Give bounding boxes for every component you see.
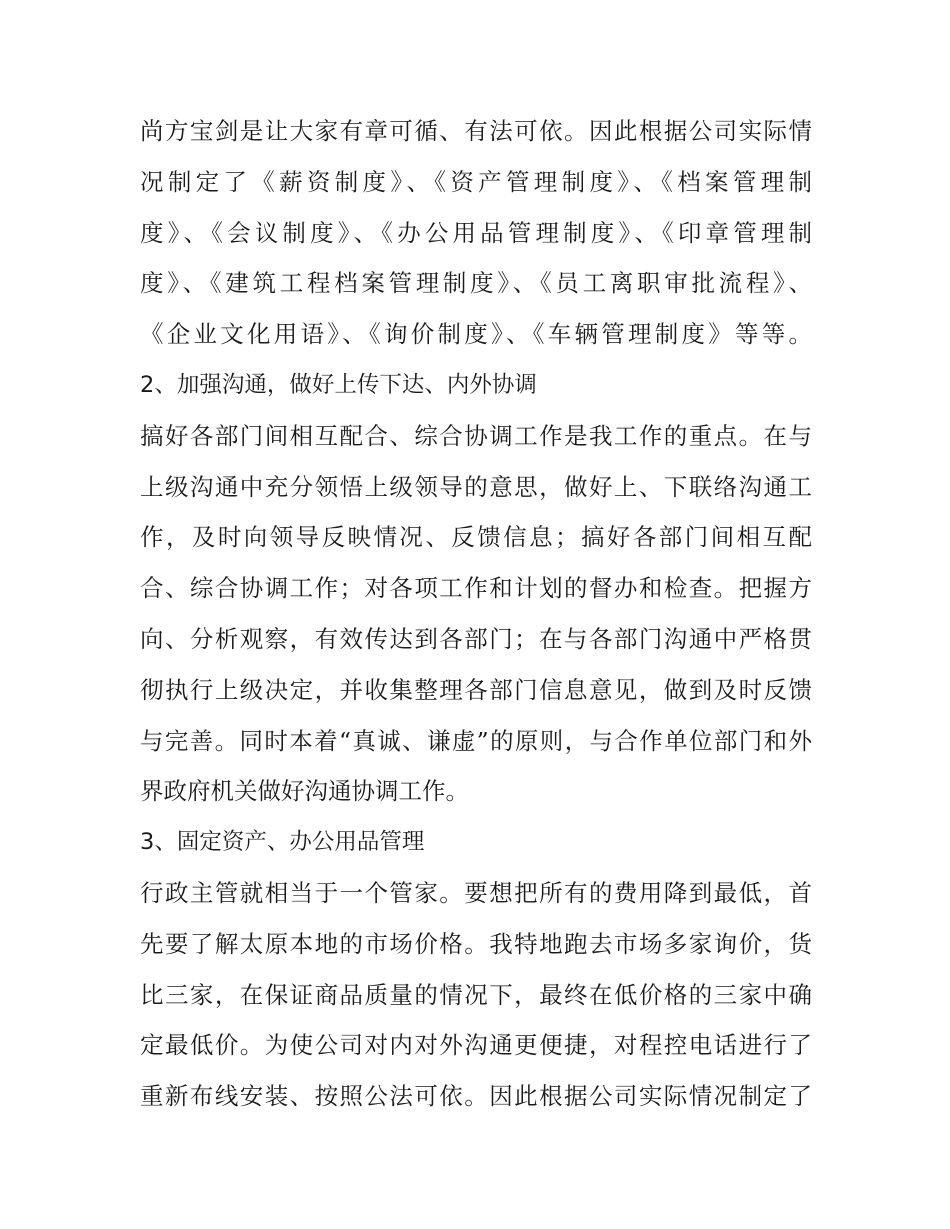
text-line: 尚方宝剑是让大家有章可循、有法可依。因此根据公司实际情: [140, 117, 812, 145]
text-line: 上级沟通中充分领悟上级领导的意思，做好上、下联络沟通工: [140, 472, 812, 501]
text-line: 度》、《会议制度》、《办公用品管理制度》、《印章管理制: [140, 218, 812, 247]
text-line: 向、分析观察，有效传达到各部门；在与各部门沟通中严格贯: [140, 624, 812, 653]
document-page: [140, 106, 812, 1122]
text-line: 搞好各部门间相互配合、综合协调工作是我工作的重点。在与: [140, 421, 812, 450]
section-heading: 3、固定资产、办公用品管理: [140, 829, 425, 856]
text-line: 行政主管就相当于一个管家。要想把所有的费用降到最低，首: [140, 878, 812, 907]
text-line: 度》、《建筑工程档案管理制度》、《员工离职审批流程》、: [140, 269, 812, 298]
text-line: 彻执行上级决定，并收集整理各部门信息意见，做到及时反馈: [140, 675, 812, 704]
text-line: 比三家，在保证商品质量的情况下，最终在低价格的三家中确: [140, 980, 812, 1009]
text-line: 定最低价。为使公司对内对外沟通更便捷，对程控电话进行了: [140, 1031, 812, 1060]
text-line: 《企业文化用语》、《询价制度》、《车辆管理制度》等等。: [140, 320, 812, 349]
text-line: 界政府机关做好沟通协调工作。: [140, 777, 469, 806]
text-line: 合、综合协调工作；对各项工作和计划的督办和检查。把握方: [140, 574, 812, 603]
section-heading: 2、加强沟通，做好上传下达、内外协调: [140, 371, 537, 398]
text-line: 作，及时向领导反映情况、反馈信息；搞好各部门间相互配: [140, 523, 812, 552]
text-line: 重新布线安装、按照公法可依。因此根据公司实际情况制定了: [140, 1082, 812, 1111]
text-line: 先要了解太原本地的市场价格。我特地跑去市场多家询价，货: [140, 929, 812, 958]
text-line: 况制定了《薪资制度》、《资产管理制度》、《档案管理制: [140, 167, 812, 196]
text-line: 与完善。同时本着“真诚、谦虚”的原则，与合作单位部门和外: [140, 726, 812, 755]
